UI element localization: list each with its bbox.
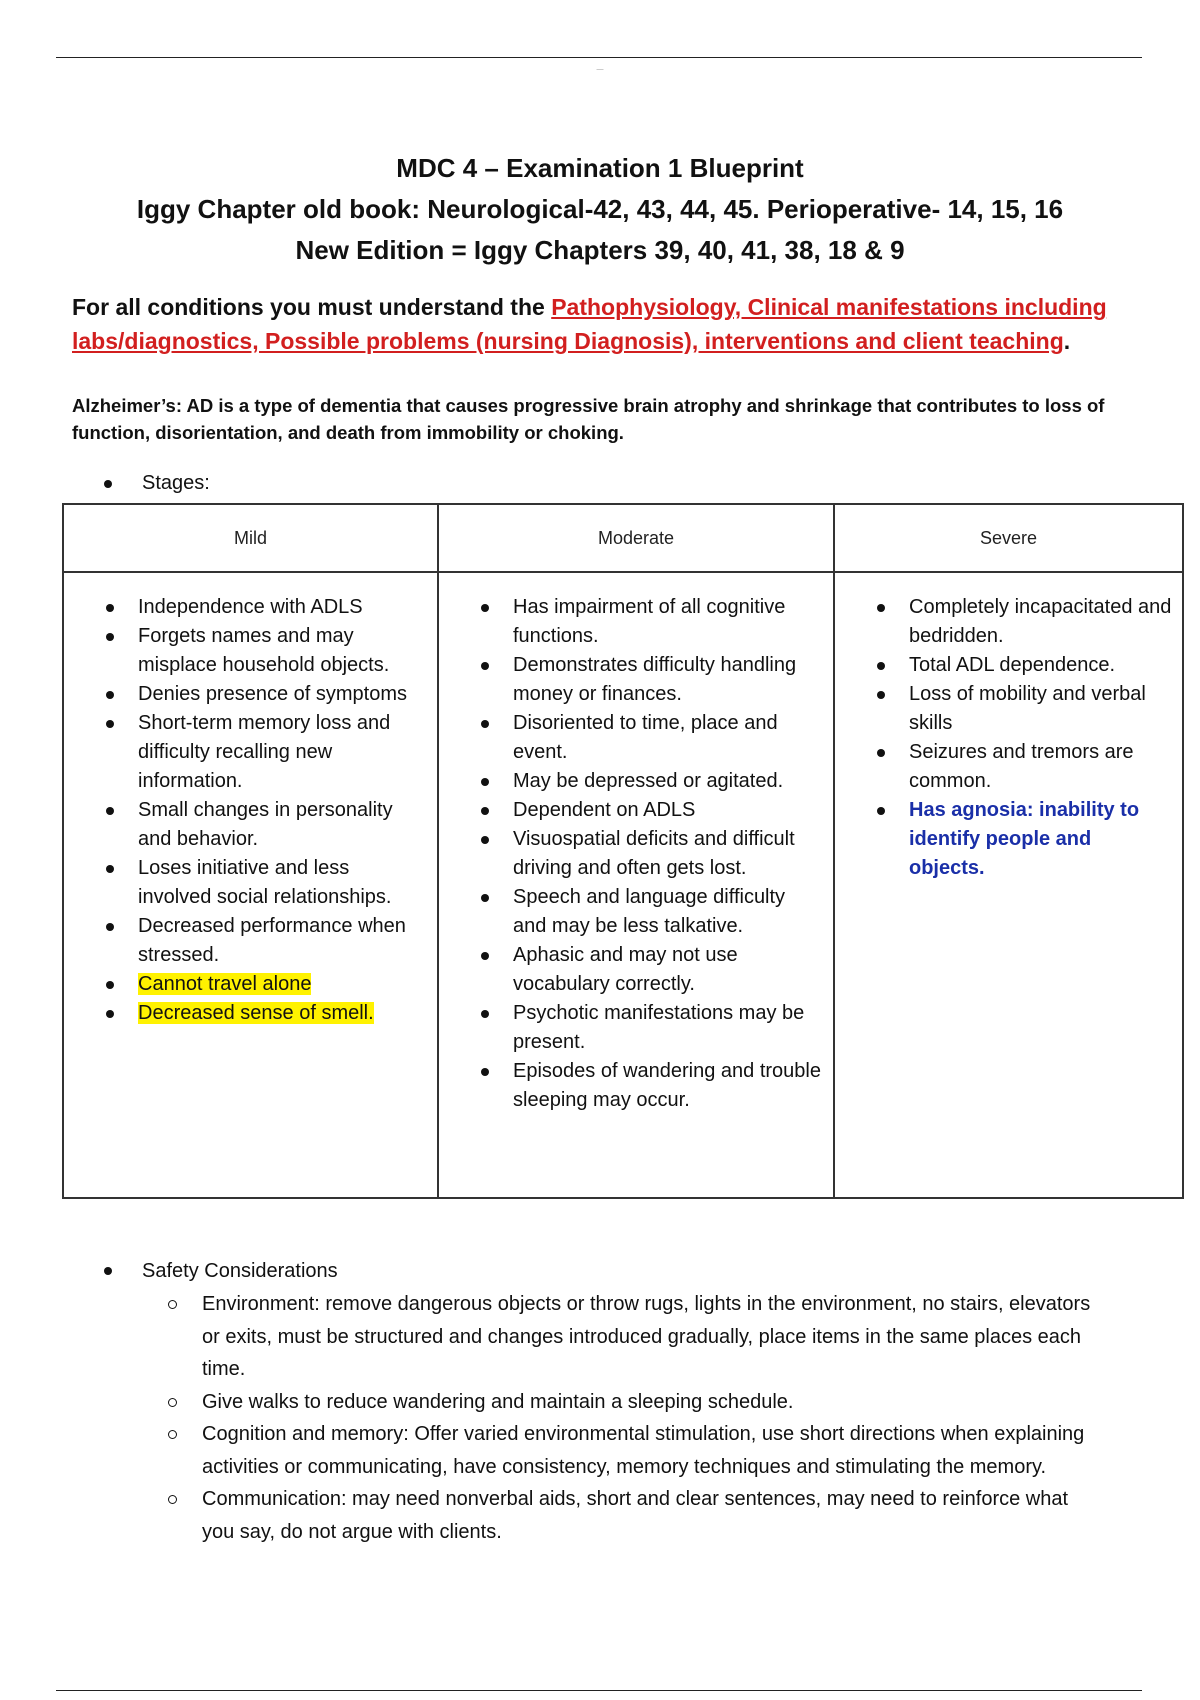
- severe-list: [835, 573, 1182, 883]
- subtitle-old-book: Iggy Chapter old book: Neurological-42, 43, 44, 45. Perioperative- 14, 15, 16: [136, 194, 1064, 224]
- list-item-highlighted: [104, 970, 427, 999]
- highlighted-text: Cannot travel alone: [138, 973, 312, 995]
- title-block: [0, 148, 1200, 271]
- intro-tail: .: [1063, 328, 1071, 354]
- list-item: Loss of mobility and verbal skills: [875, 680, 1172, 738]
- safety-heading: [104, 1256, 1104, 1286]
- list-item: May be depressed or agitated.: [479, 767, 823, 796]
- severe-cell: [834, 572, 1183, 1198]
- list-item: Aphasic and may not use vocabulary correctly.: [479, 941, 823, 999]
- list-item-agnosia: Has agnosia: inability to identify people and objects.: [875, 796, 1172, 883]
- safety-item-communication: Communication: may need nonverbal aids, short and clear sentences, may need to reinforce what you say, do not argue with clients.: [166, 1483, 1104, 1548]
- list-item: Denies presence of symptoms: [104, 680, 427, 709]
- list-item: Loses initiative and less involved social relationships.: [104, 854, 427, 912]
- list-item: Short-term memory loss and difficulty recalling new information.: [104, 709, 427, 796]
- list-item: Forgets names and may misplace household objects.: [104, 622, 427, 680]
- mild-cell: [63, 572, 438, 1198]
- list-item: Psychotic manifestations may be present.: [479, 999, 823, 1057]
- moderate-list: [439, 573, 833, 1115]
- list-item: Dependent on ADLS: [479, 796, 823, 825]
- safety-list: [104, 1288, 1104, 1548]
- list-item: Seizures and tremors are common.: [875, 738, 1172, 796]
- bullet-icon: [104, 480, 112, 488]
- list-item: Decreased performance when stressed.: [104, 912, 427, 970]
- list-item: Has impairment of all cognitive functions.: [479, 593, 823, 651]
- list-item: Independence with ADLS: [104, 593, 427, 622]
- alzheimers-definition: Alzheimer’s: AD is a type of dementia that causes progressive brain atrophy and shrinkage that contributes to loss of function, disorientation, and death from immobility or choking.: [72, 395, 1105, 443]
- intro-lead: For all conditions you must understand the: [72, 294, 552, 320]
- header-mark: —: [596, 66, 604, 73]
- stages-label: Stages:: [142, 472, 210, 494]
- bullet-icon: [104, 1267, 112, 1275]
- highlighted-text: Decreased sense of smell.: [138, 1002, 374, 1024]
- list-item: Demonstrates difficulty handling money or finances.: [479, 651, 823, 709]
- header-severe: Severe: [834, 504, 1183, 572]
- list-item: Disoriented to time, place and event.: [479, 709, 823, 767]
- safety-heading-label: Safety Considerations: [142, 1260, 338, 1282]
- safety-section: [104, 1256, 1104, 1548]
- safety-item-cognition: Cognition and memory: Offer varied environmental stimulation, use short directions when explaining activities or communicating, have consistency, memory techniques and stimulating the memory.: [166, 1418, 1104, 1483]
- list-item: Visuospatial deficits and difficult driving and often gets lost.: [479, 825, 823, 883]
- top-rule: [56, 57, 1142, 58]
- list-item: Episodes of wandering and trouble sleeping may occur.: [479, 1057, 823, 1115]
- intro-paragraph: [72, 290, 1132, 358]
- moderate-cell: [438, 572, 834, 1198]
- list-item: Speech and language difficulty and may be less talkative.: [479, 883, 823, 941]
- list-item: Total ADL dependence.: [875, 651, 1172, 680]
- list-item: Small changes in personality and behavior.: [104, 796, 427, 854]
- page-title: MDC 4 – Examination 1 Blueprint: [396, 153, 804, 183]
- list-item: Completely incapacitated and bedridden.: [875, 593, 1172, 651]
- header-mild: Mild: [63, 504, 438, 572]
- bottom-rule: [56, 1690, 1142, 1691]
- mild-list: [64, 573, 437, 1028]
- safety-item-walks: Give walks to reduce wandering and maintain a sleeping schedule.: [166, 1386, 1104, 1419]
- subtitle-new-edition: New Edition = Iggy Chapters 39, 40, 41, 38, 18 & 9: [295, 235, 905, 265]
- stages-heading: [104, 472, 210, 495]
- intro-emphasis: Pathophysiology, Clinical manifestations including labs/diagnostics, Possible problems (nursing Diagnosis), interventions and client teaching: [72, 294, 1107, 354]
- stages-table: [62, 503, 1184, 1199]
- list-item-highlighted: [104, 999, 427, 1028]
- header-moderate: Moderate: [438, 504, 834, 572]
- safety-item-environment: Environment: remove dangerous objects or throw rugs, lights in the environment, no stairs, elevators or exits, must be structured and changes introduced gradually, place items in the same places each time.: [166, 1288, 1104, 1386]
